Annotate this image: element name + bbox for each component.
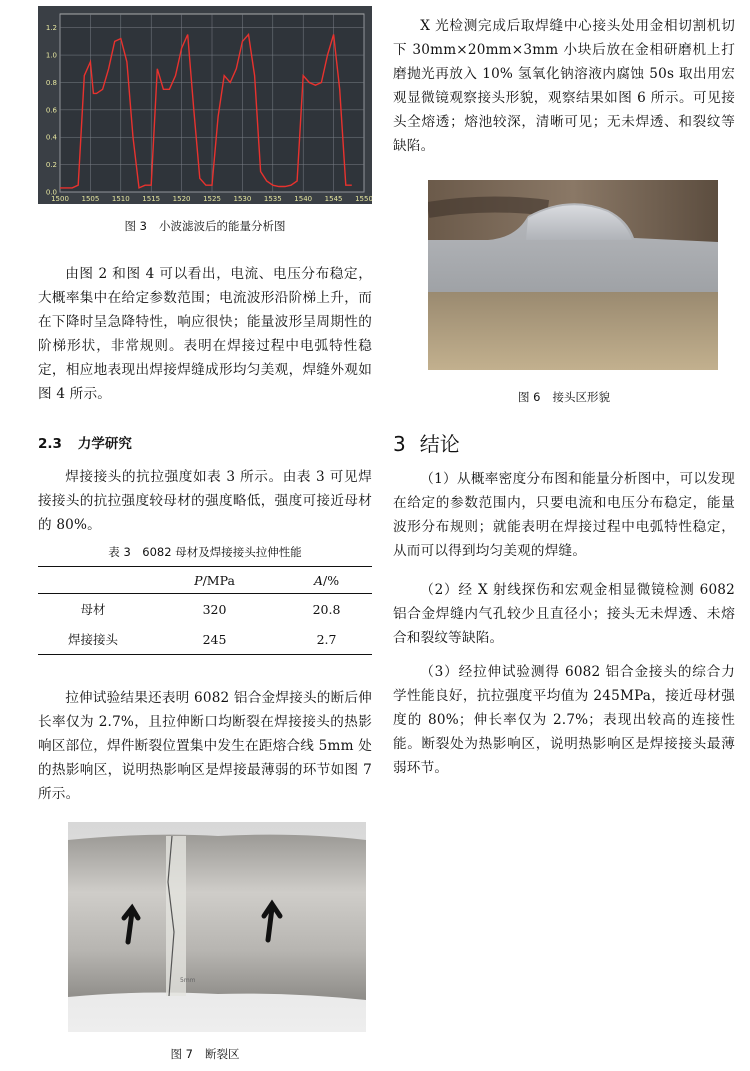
y-tick-label: 0.6: [45, 106, 57, 115]
left-paragraph-3: [38, 686, 372, 806]
x-tick-label: 1550: [355, 195, 372, 203]
x-tick-label: 1500: [51, 195, 69, 203]
x-tick-label: 1545: [324, 195, 343, 203]
conclusion-text: （2）经 X 射线探伤和宏观金相显微镜检测 6082 铝合金焊缝内气孔较少且直径小；接头无未焊透、未熔合和裂纹等缺陷。: [393, 582, 735, 646]
figure-7: [68, 822, 366, 1032]
section-number: 2.3: [38, 436, 62, 452]
section-title: 力学研究: [77, 436, 132, 452]
figure-6: [428, 180, 718, 370]
x-axis-ticks: [51, 195, 372, 203]
figure-3-caption: [38, 218, 372, 234]
figure-7-caption-num: 图 7: [170, 1047, 193, 1061]
y-tick-label: 0.4: [45, 133, 57, 142]
table-3-caption: [38, 544, 372, 560]
table-cell: 245: [202, 631, 227, 647]
table-cell: 20.8: [312, 601, 341, 617]
x-tick-label: 1515: [142, 195, 161, 203]
x-tick-label: 1535: [263, 195, 282, 203]
figure-3-caption-num: 图 3: [124, 219, 147, 233]
conclusion-text: （3）经拉伸试验测得 6082 铝合金接头的综合力学性能良好，抗拉强度平均值为 245MPa，接近母材强度的 80%；伸长率仅为 2.7%；表现出较高的连接性能。断裂处为热影响区，说明热影响区是焊接接头最薄弱环节。: [393, 664, 735, 776]
right-paragraph-1: [393, 14, 735, 158]
table-row: [38, 624, 372, 655]
table-header-cell: [38, 567, 148, 594]
y-tick-label: 0.0: [45, 188, 57, 197]
tensile-properties-table: [38, 566, 372, 655]
figure-6-caption-num: 图 6: [518, 390, 541, 404]
table-cell: 焊接接头: [67, 632, 118, 647]
table-caption-text: 表 3 6082 母材及焊接接头拉伸性能: [108, 545, 302, 559]
x-tick-label: 1525: [203, 195, 221, 203]
table-header-cell: P/MPa: [194, 572, 235, 588]
table-row: [38, 594, 372, 625]
x-tick-label: 1540: [294, 195, 313, 203]
y-tick-label: 0.2: [45, 161, 57, 170]
section-heading-3: [393, 428, 735, 457]
table-header-row: [38, 567, 372, 594]
paragraph-text: 焊接接头的抗拉强度如表 3 所示。由表 3 可见焊接接头的抗拉强度较母材的强度略低，强度可接近母材的 80%。: [38, 469, 372, 533]
left-paragraph-2: [38, 465, 372, 537]
section-number: 3: [393, 432, 406, 456]
section-title: 结论: [419, 432, 460, 456]
background-shadow: [428, 204, 548, 210]
figure-3: [38, 6, 372, 204]
figure-3-caption-text: 小波滤波后的能量分析图: [158, 219, 286, 233]
energy-analysis-chart: [38, 6, 372, 204]
x-tick-label: 1510: [111, 195, 130, 203]
section-heading-2-3: [38, 432, 372, 452]
paragraph-text: 拉伸试验结果还表明 6082 铝合金焊接头的断后伸长率仅为 2.7%，且拉伸断口均断裂在焊接接头的热影响区部位，焊件断裂位置集中发生在距熔合线 5mm 处的热影响区，说明热影响区是焊接最薄弱的环节如图 7 所示。: [38, 690, 372, 802]
mounting-surface: [428, 292, 718, 370]
x-tick-label: 1530: [233, 195, 252, 203]
y-tick-label: 0.8: [45, 78, 57, 87]
y-tick-label: 1.0: [45, 51, 57, 60]
figure-7-caption-text: 断裂区: [204, 1047, 240, 1061]
weld-bead: [166, 836, 186, 996]
table-cell: 2.7: [316, 631, 337, 647]
x-tick-label: 1505: [81, 195, 100, 203]
fracture-zone-photo: [68, 822, 366, 1032]
specimen-plate: [68, 835, 366, 1000]
y-tick-label: 1.2: [45, 24, 57, 33]
table-header-cell: A/%: [313, 572, 340, 588]
conclusion-3: [393, 660, 735, 780]
table-3: [38, 566, 372, 655]
conclusion-1: [393, 467, 735, 563]
figure-6-caption-text: 接头区形貌: [552, 390, 610, 404]
conclusion-text: （1）从概率密度分布图和能量分析图中，可以发现在给定的参数范围内，只要电流和电压分布稳定，能量波形分布规则；就能表明在焊接过程中电弧特性稳定，从而可以得到均匀美观的焊缝。: [393, 471, 735, 559]
paragraph-text: 由图 2 和图 4 可以看出，电流、电压分布稳定，大概率集中在给定参数范围；电流波形沿阶梯上升，而在下降时呈急降特性，响应很快；能量波形呈周期性的阶梯形状，非常规则。表明在焊接过程中电弧特性稳定，相应地表现出焊接焊缝成形均匀美观，焊缝外观如图 4 所示。: [38, 266, 372, 402]
figure-7-caption: [38, 1046, 372, 1062]
conclusion-2: [393, 578, 735, 650]
ruler-label: 5mm: [180, 977, 196, 984]
left-paragraph-1: [38, 262, 372, 406]
table-cell: 母材: [80, 602, 106, 617]
x-tick-label: 1520: [172, 195, 191, 203]
table-cell: 320: [202, 601, 227, 617]
figure-6-caption: [393, 389, 735, 405]
joint-morphology-photo: [428, 180, 718, 370]
paragraph-text: X 光检测完成后取焊缝中心接头处用金相切割机切下 30mm×20mm×3mm 小块后放在金相研磨机上打磨抛光再放入 10% 氢氧化钠溶液内腐蚀 50s 取出用宏观显微镜观察接头形貌，观察结果如图 6 所示。可见接头全熔透；熔池较深，清晰可见；无未焊透、和裂纹等缺陷。: [393, 18, 735, 154]
